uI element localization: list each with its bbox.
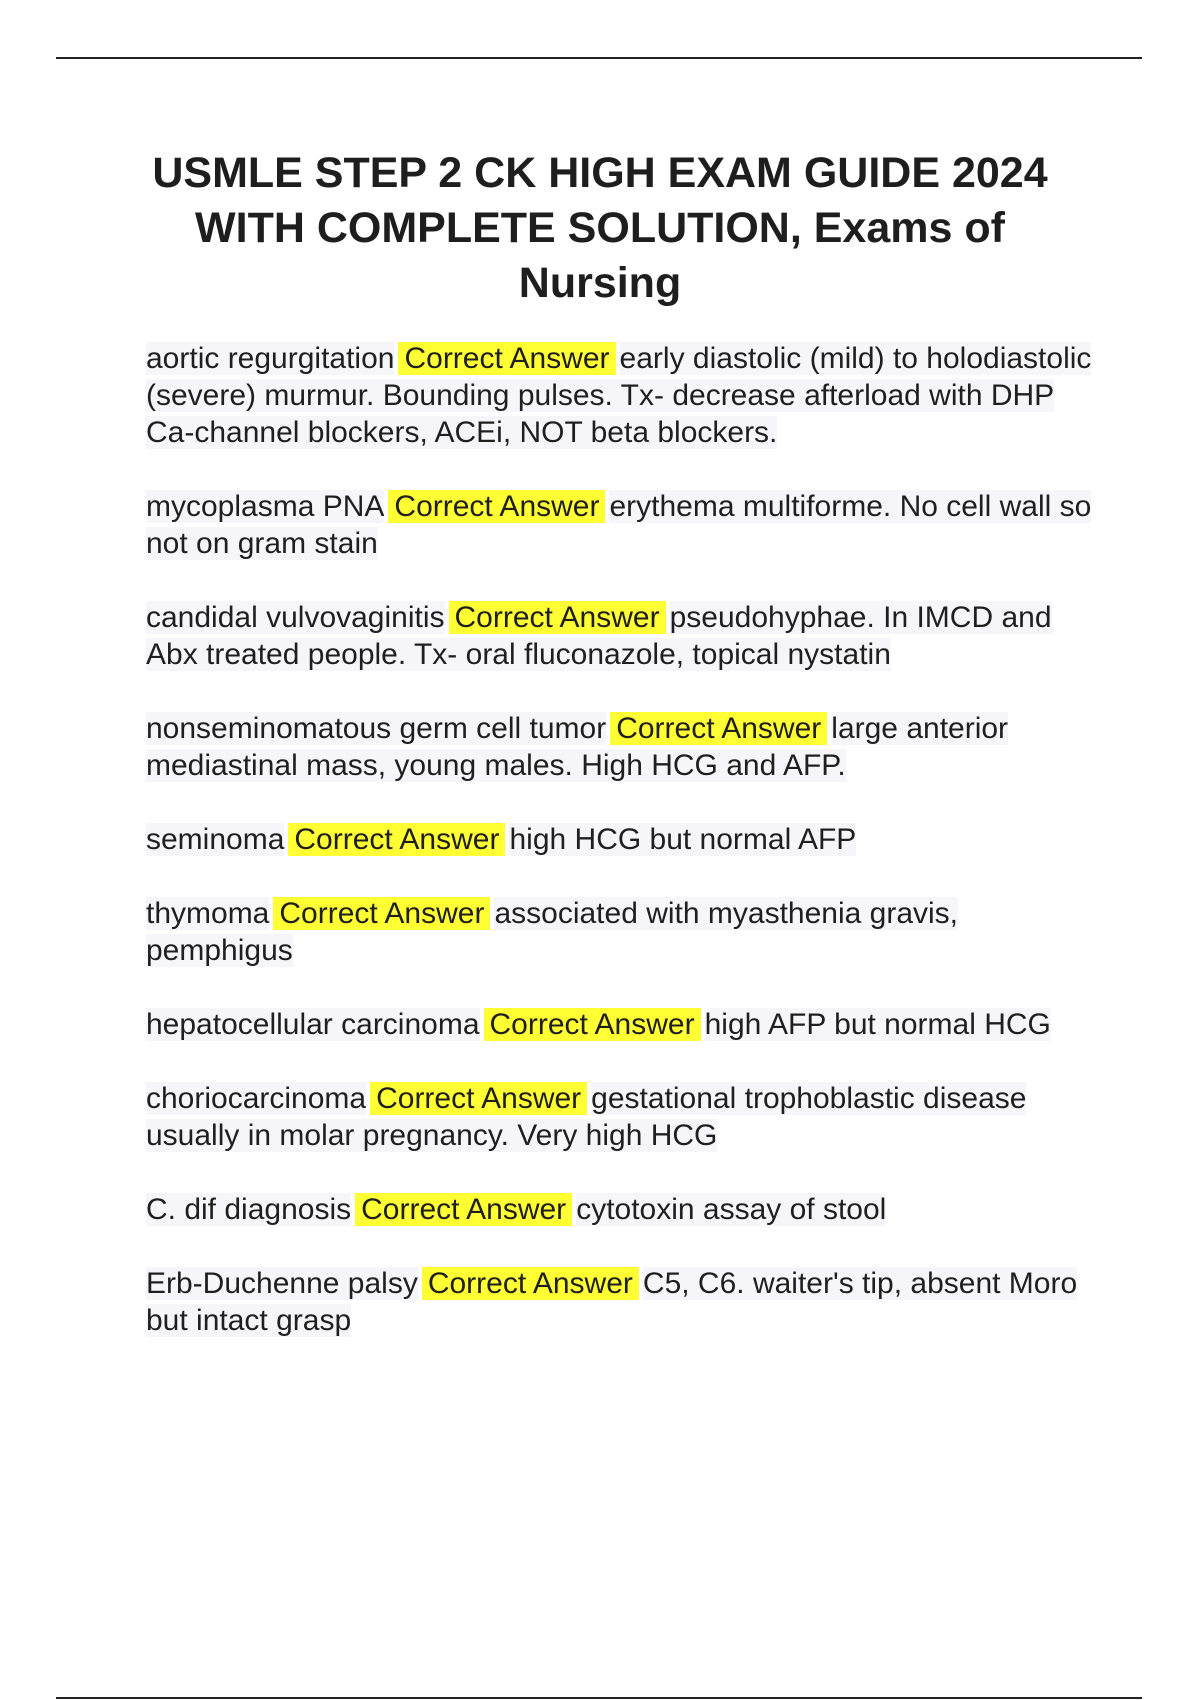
answer: high HCG but normal AFP	[509, 823, 857, 856]
flashcard-list	[146, 340, 1096, 1339]
answer: associated with myasthenia gravis, pemphigus	[146, 897, 959, 967]
term: C. dif diagnosis	[146, 1193, 352, 1226]
correct-answer-label: Correct Answer	[355, 1193, 572, 1226]
list-item	[146, 1265, 1096, 1339]
list-item	[146, 488, 1096, 562]
correct-answer-label: Correct Answer	[422, 1267, 639, 1300]
answer: C5, C6. waiter's tip, absent Moro but intact grasp	[146, 1267, 1078, 1337]
term: candidal vulvovaginitis	[146, 601, 445, 634]
list-item	[146, 710, 1096, 784]
correct-answer-label: Correct Answer	[370, 1082, 587, 1115]
term: choriocarcinoma	[146, 1082, 367, 1115]
answer: early diastolic (mild) to holodiastolic (severe) murmur. Bounding pulses. Tx- decrease afterload with DHP Ca-channel blockers, ACEi, NOT beta blockers.	[146, 342, 1092, 449]
correct-answer-label: Correct Answer	[610, 712, 827, 745]
list-item	[146, 895, 1096, 969]
bottom-rule	[56, 1697, 1142, 1699]
term: nonseminomatous germ cell tumor	[146, 712, 607, 745]
term: hepatocellular carcinoma	[146, 1008, 480, 1041]
top-rule	[56, 57, 1142, 59]
list-item	[146, 1080, 1096, 1154]
page-title: USMLE STEP 2 CK HIGH EXAM GUIDE 2024 WITH COMPLETE SOLUTION, Exams of Nursing	[152, 149, 1048, 307]
list-item	[146, 340, 1096, 451]
correct-answer-label: Correct Answer	[449, 601, 666, 634]
term: thymoma	[146, 897, 270, 930]
term: seminoma	[146, 823, 285, 856]
answer: high AFP but normal HCG	[704, 1008, 1051, 1041]
list-item	[146, 599, 1096, 673]
term: aortic regurgitation	[146, 342, 395, 375]
term: mycoplasma PNA	[146, 490, 385, 523]
list-item	[146, 821, 1096, 858]
answer: erythema multiforme. No cell wall so not on gram stain	[146, 490, 1092, 560]
answer: large anterior mediastinal mass, young males. High HCG and AFP.	[146, 712, 1009, 782]
list-item	[146, 1191, 1096, 1228]
correct-answer-label: Correct Answer	[484, 1008, 701, 1041]
answer: pseudohyphae. In IMCD and Abx treated people. Tx- oral fluconazole, topical nystatin	[146, 601, 1052, 671]
correct-answer-label: Correct Answer	[273, 897, 490, 930]
list-item	[146, 1006, 1096, 1043]
correct-answer-label: Correct Answer	[288, 823, 505, 856]
correct-answer-label: Correct Answer	[398, 342, 615, 375]
term: Erb-Duchenne palsy	[146, 1267, 418, 1300]
answer: gestational trophoblastic disease usually in molar pregnancy. Very high HCG	[146, 1082, 1027, 1152]
answer: cytotoxin assay of stool	[576, 1193, 887, 1226]
correct-answer-label: Correct Answer	[388, 490, 605, 523]
